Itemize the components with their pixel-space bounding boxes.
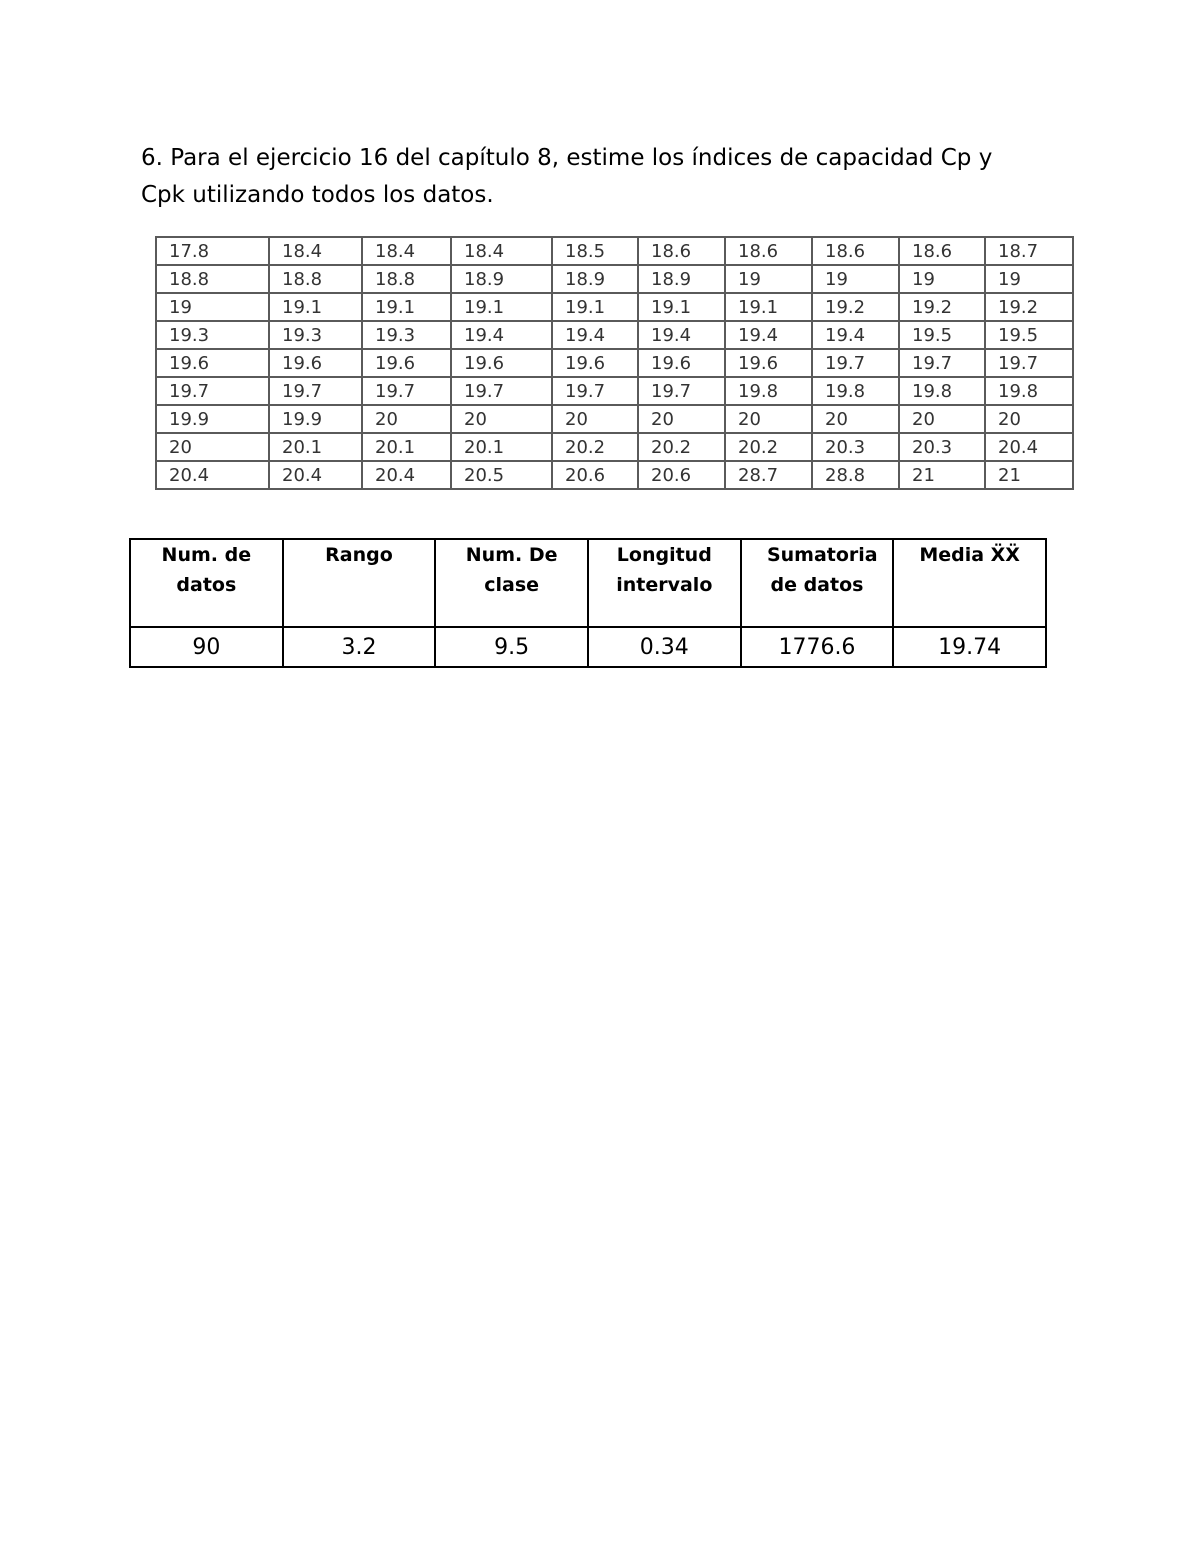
header-rango: Rango <box>283 539 436 627</box>
table-cell: 19.8 <box>725 377 812 405</box>
table-cell: 19.7 <box>985 349 1073 377</box>
table-cell: 19.1 <box>552 293 638 321</box>
table-cell: 18.8 <box>269 265 362 293</box>
header-num-clase: Num. De clase <box>435 539 588 627</box>
table-cell: 19.3 <box>156 321 269 349</box>
table-cell: 18.8 <box>362 265 451 293</box>
value-num-datos: 90 <box>130 627 283 667</box>
table-cell: 19.7 <box>451 377 552 405</box>
table-cell: 20 <box>362 405 451 433</box>
table-cell: 18.9 <box>552 265 638 293</box>
table-cell: 19.8 <box>985 377 1073 405</box>
table-cell: 18.5 <box>552 237 638 265</box>
table-cell: 19.6 <box>269 349 362 377</box>
table-cell: 19.7 <box>899 349 985 377</box>
table-cell: 19.7 <box>552 377 638 405</box>
table-cell: 19 <box>812 265 899 293</box>
table-cell: 18.4 <box>451 237 552 265</box>
table-cell: 18.6 <box>725 237 812 265</box>
value-sumatoria-datos: 1776.6 <box>741 627 894 667</box>
table-cell: 20 <box>725 405 812 433</box>
table-cell: 19.2 <box>812 293 899 321</box>
table-cell: 20.4 <box>362 461 451 489</box>
table-row <box>156 461 1073 489</box>
table-cell: 20 <box>812 405 899 433</box>
summary-table <box>129 538 1047 668</box>
table-cell: 19.6 <box>451 349 552 377</box>
table-cell: 20.1 <box>451 433 552 461</box>
table-cell: 20 <box>638 405 725 433</box>
table-row <box>156 405 1073 433</box>
table-cell: 19.4 <box>552 321 638 349</box>
table-cell: 18.9 <box>638 265 725 293</box>
table-cell: 19.5 <box>899 321 985 349</box>
table-cell: 20.4 <box>269 461 362 489</box>
table-cell: 19 <box>899 265 985 293</box>
header-longitud-intervalo: Longitud intervalo <box>588 539 741 627</box>
table-cell: 19.2 <box>985 293 1073 321</box>
table-cell: 20 <box>156 433 269 461</box>
table-cell: 18.6 <box>899 237 985 265</box>
data-table <box>155 236 1074 490</box>
table-cell: 19.4 <box>638 321 725 349</box>
table-cell: 20.2 <box>638 433 725 461</box>
table-cell: 18.4 <box>362 237 451 265</box>
table-cell: 19.7 <box>156 377 269 405</box>
table-cell: 21 <box>985 461 1073 489</box>
table-cell: 19 <box>985 265 1073 293</box>
table-cell: 19.4 <box>812 321 899 349</box>
table-cell: 20 <box>451 405 552 433</box>
table-cell: 20.2 <box>725 433 812 461</box>
table-cell: 20.3 <box>812 433 899 461</box>
table-cell: 19.7 <box>812 349 899 377</box>
table-cell: 19 <box>725 265 812 293</box>
table-cell: 19.7 <box>362 377 451 405</box>
table-cell: 21 <box>899 461 985 489</box>
table-cell: 19.4 <box>451 321 552 349</box>
table-cell: 19.1 <box>725 293 812 321</box>
table-cell: 20.5 <box>451 461 552 489</box>
header-sumatoria-datos: Sumatoria de datos <box>741 539 894 627</box>
data-table-body <box>156 237 1073 489</box>
table-cell: 19.3 <box>362 321 451 349</box>
table-cell: 20.2 <box>552 433 638 461</box>
table-cell: 20.1 <box>269 433 362 461</box>
header-num-datos: Num. de datos <box>130 539 283 627</box>
table-cell: 19.4 <box>725 321 812 349</box>
summary-value-row <box>130 627 1046 667</box>
table-row <box>156 349 1073 377</box>
table-cell: 19.1 <box>269 293 362 321</box>
table-row <box>156 433 1073 461</box>
table-cell: 20.1 <box>362 433 451 461</box>
table-cell: 19.1 <box>638 293 725 321</box>
table-cell: 18.9 <box>451 265 552 293</box>
table-row <box>156 293 1073 321</box>
table-cell: 19.6 <box>638 349 725 377</box>
table-cell: 20 <box>552 405 638 433</box>
table-cell: 18.6 <box>812 237 899 265</box>
table-cell: 19.6 <box>552 349 638 377</box>
table-cell: 19.7 <box>269 377 362 405</box>
table-cell: 20 <box>899 405 985 433</box>
summary-header-row <box>130 539 1046 627</box>
table-cell: 19.9 <box>269 405 362 433</box>
table-cell: 19.1 <box>362 293 451 321</box>
table-cell: 19.8 <box>812 377 899 405</box>
table-cell: 19.8 <box>899 377 985 405</box>
value-num-clase: 9.5 <box>435 627 588 667</box>
table-cell: 18.7 <box>985 237 1073 265</box>
header-media: Media ẌẌ <box>893 539 1046 627</box>
table-cell: 20.4 <box>156 461 269 489</box>
table-row <box>156 377 1073 405</box>
table-cell: 17.8 <box>156 237 269 265</box>
value-longitud-intervalo: 0.34 <box>588 627 741 667</box>
table-cell: 20.6 <box>552 461 638 489</box>
table-cell: 28.7 <box>725 461 812 489</box>
table-cell: 19.3 <box>269 321 362 349</box>
table-cell: 20 <box>985 405 1073 433</box>
table-cell: 19.6 <box>725 349 812 377</box>
table-cell: 20.6 <box>638 461 725 489</box>
value-rango: 3.2 <box>283 627 436 667</box>
table-cell: 19.5 <box>985 321 1073 349</box>
table-cell: 19.1 <box>451 293 552 321</box>
table-row <box>156 321 1073 349</box>
table-cell: 19.6 <box>362 349 451 377</box>
table-cell: 18.6 <box>638 237 725 265</box>
value-media: 19.74 <box>893 627 1046 667</box>
table-cell: 20.4 <box>985 433 1073 461</box>
table-cell: 19.2 <box>899 293 985 321</box>
table-row <box>156 237 1073 265</box>
table-cell: 19.7 <box>638 377 725 405</box>
table-cell: 18.8 <box>156 265 269 293</box>
table-cell: 19.9 <box>156 405 269 433</box>
table-row <box>156 265 1073 293</box>
exercise-prompt: 6. Para el ejercicio 16 del capítulo 8, estime los índices de capacidad Cp y Cpk utilizando todos los datos. <box>141 145 993 208</box>
table-cell: 20.3 <box>899 433 985 461</box>
table-cell: 19 <box>156 293 269 321</box>
table-cell: 28.8 <box>812 461 899 489</box>
table-cell: 19.6 <box>156 349 269 377</box>
table-cell: 18.4 <box>269 237 362 265</box>
